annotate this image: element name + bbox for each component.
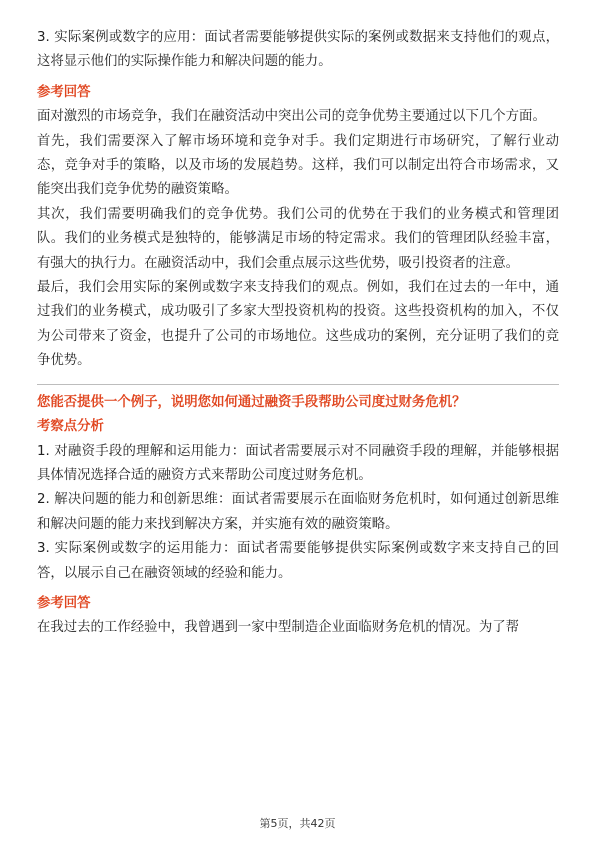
- answer-heading: 参考回答: [37, 84, 91, 100]
- answer-paragraph: 其次，我们需要明确我们的竞争优势。我们公司的优势在于我们的业务模式和管理团队。我们的业务模式是独特的，能够满足市场的特定需求。我们的管理团队经验丰富，有强大的执行力。在融资活动中，我们会重点展示这些优势，吸引投资者的注意。: [37, 206, 559, 271]
- page-content: [37, 26, 559, 641]
- answer-paragraph: 最后，我们会用实际的案例或数字来支持我们的观点。例如，我们在过去的一年中，通过我们的业务模式，成功吸引了多家大型投资机构的投资。这些投资机构的加入，不仅为公司带来了资金，也提升了公司的市场地位。这些成功的案例，充分证明了我们的竞争优势。: [37, 280, 559, 369]
- answer-paragraph: 面对激烈的市场竞争，我们在融资活动中突出公司的竞争优势主要通过以下几个方面。: [37, 109, 546, 125]
- page-number: 第5页，共42页: [259, 817, 336, 830]
- criteria-item: 3. 实际案例或数字的应用：面试者需要能够提供实际的案例或数据来支持他们的观点，这将显示他们的实际操作能力和解决问题的能力。: [37, 30, 559, 70]
- analysis-item: 1. 对融资手段的理解和运用能力：面试者需要展示对不同融资手段的理解，并能够根据具体情况选择合适的融资方式来帮助公司度过财务危机。: [37, 443, 559, 483]
- analysis-heading: 考察点分析: [37, 419, 104, 435]
- answer-heading: 参考回答: [37, 595, 91, 611]
- answer-paragraph: 在我过去的工作经验中，我曾遇到一家中型制造企业面临财务危机的情况。为了帮: [37, 620, 520, 636]
- answer-paragraph: 首先，我们需要深入了解市场环境和竞争对手。我们定期进行市场研究，了解行业动态，竞争对手的策略，以及市场的发展趋势。这样，我们可以制定出符合市场需求，又能突出我们竞争优势的融资策略。: [37, 133, 559, 198]
- question-title: 您能否提供一个例子，说明您如何通过融资手段帮助公司度过财务危机？: [37, 394, 466, 410]
- analysis-item: 2. 解决问题的能力和创新思维：面试者需要展示在面临财务危机时，如何通过创新思维和解决问题的能力来找到解决方案，并实施有效的融资策略。: [37, 492, 559, 532]
- section-divider: [37, 384, 559, 385]
- analysis-item: 3. 实际案例或数字的运用能力：面试者需要能够提供实际案例或数字来支持自己的回答，以展示自己在融资领域的经验和能力。: [37, 541, 559, 581]
